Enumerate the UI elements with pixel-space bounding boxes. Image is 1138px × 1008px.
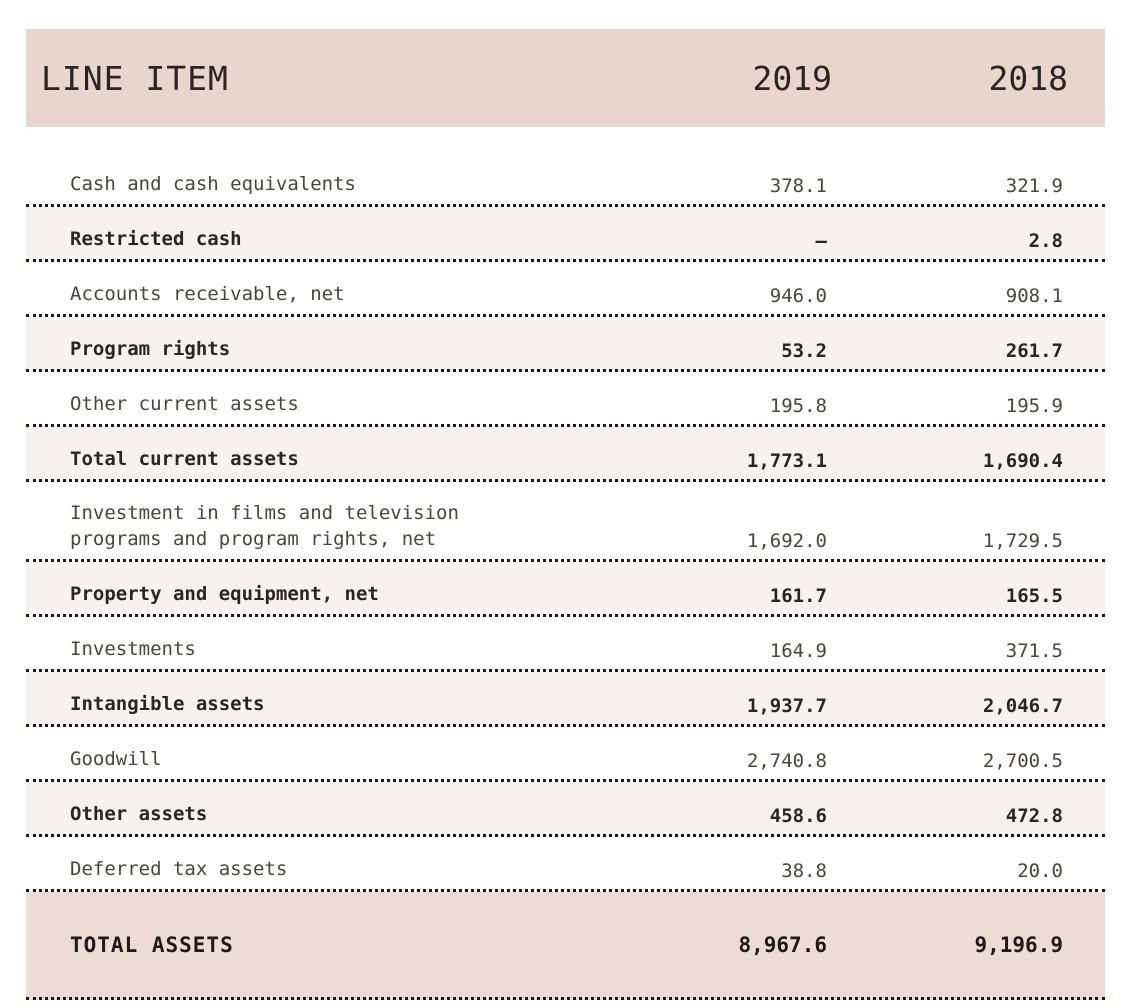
table-row: Property and equipment, net 161.7 165.5	[26, 562, 1105, 617]
table-row: Accounts receivable, net 946.0 908.1	[26, 262, 1105, 317]
table-header	[26, 29, 1105, 127]
total-assets-row: TOTAL ASSETS 8,967.6 9,196.9	[26, 892, 1105, 1000]
table-row: Program rights 53.2 261.7	[26, 317, 1105, 372]
table-row: Intangible assets 1,937.7 2,046.7	[26, 672, 1105, 727]
balance-sheet-table	[26, 29, 1105, 1000]
row-label-line-2: programs and program rights, net	[70, 528, 437, 550]
header-line-item: LINE ITEM	[41, 58, 229, 98]
table-row: Total current assets 1,773.1 1,690.4	[26, 427, 1105, 482]
table-row: Other assets 458.6 472.8	[26, 782, 1105, 837]
header-2019: 2019	[752, 58, 832, 98]
table-row: Investments 164.9 371.5	[26, 617, 1105, 672]
table-row: Cash and cash equivalents 378.1 321.9	[26, 152, 1105, 207]
table-row: Investment in films and television programs and program rights, net 1,692.0 1,729.5	[26, 482, 1105, 562]
table-row: Goodwill 2,740.8 2,700.5	[26, 727, 1105, 782]
table-row: Other current assets 195.8 195.9	[26, 372, 1105, 427]
row-label-line-1: Investment in films and television	[70, 502, 459, 524]
table-row: Deferred tax assets 38.8 20.0	[26, 837, 1105, 892]
header-2018: 2018	[988, 58, 1068, 98]
table-row: Restricted cash – 2.8	[26, 207, 1105, 262]
